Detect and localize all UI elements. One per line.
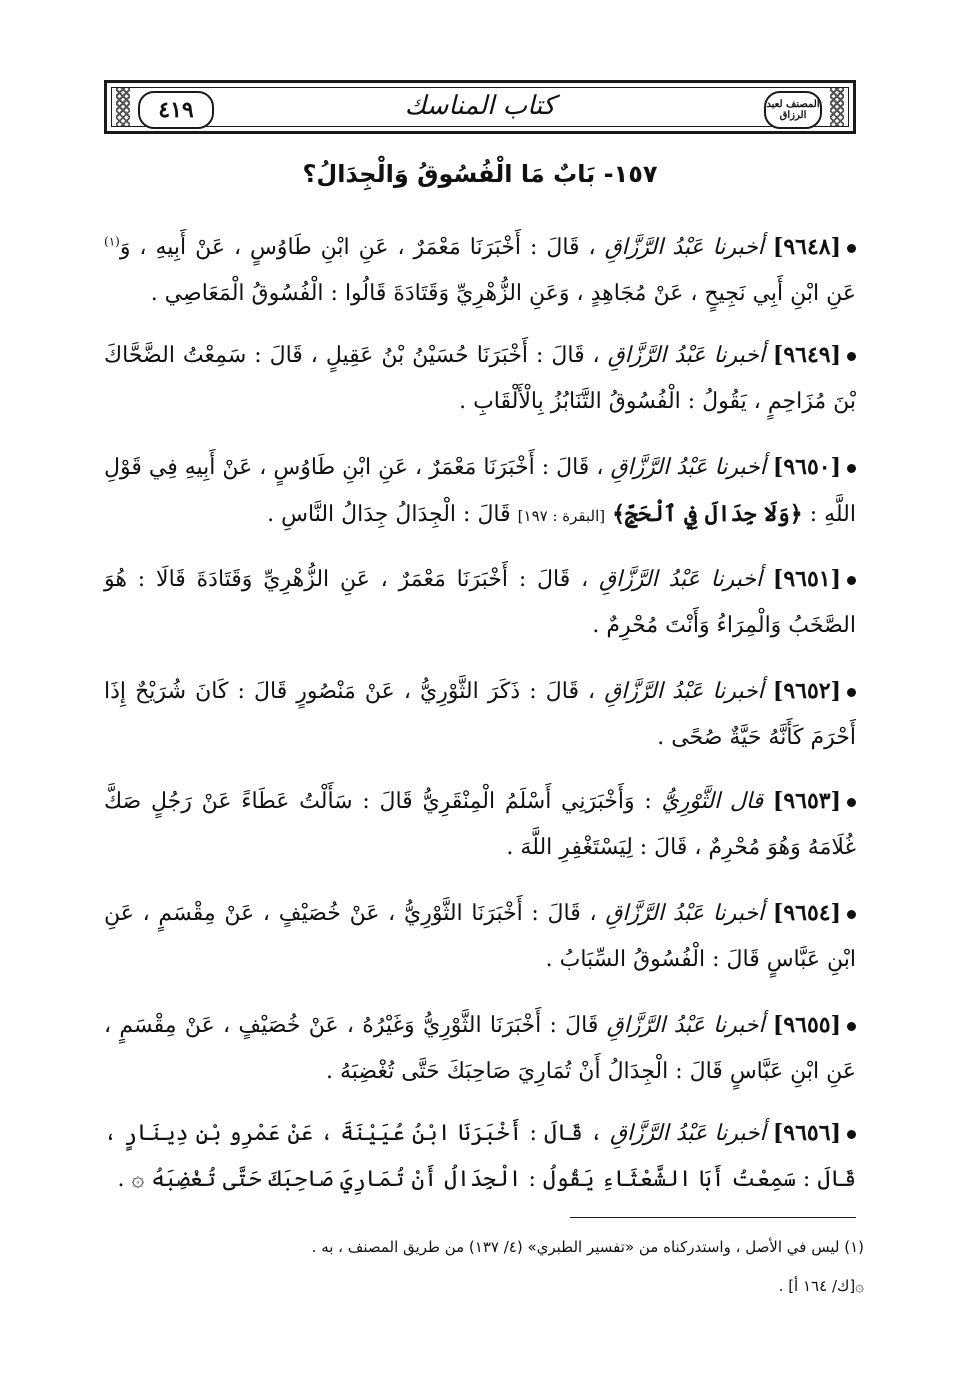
hadith-number: [٩٦٤٩] [772,342,842,368]
bullet-icon [847,352,856,361]
hadith-chain-start: أخبرنا عَبْدُ الرَّزَّاقِ [604,235,764,260]
bullet-icon [847,244,856,253]
hadith-text-continued: قَالَ : الْجِدَالُ جِدَالُ النَّاسِ . [267,502,511,527]
quran-quote: ﴿وَلَا جِدَالَ فِي ٱلْحَجِّ﴾ [612,501,803,527]
bullet-icon [847,910,856,919]
bullet-icon [847,688,856,697]
hadith-chain-start: أخبرنا عَبْدُ الرَّزَّاقِ [610,455,766,480]
hadith-entry-9653 [104,778,856,871]
hadith-number: [٩٦٥٦] [772,1120,841,1146]
hadith-chain-start: أخبرنا عَبْدُ الرَّزَّاقِ [604,679,764,704]
hadith-entry-9650 [104,444,856,539]
hadith-text: ، قَالَ : أَخْبَرَنَا الثَّوْرِيُّ ، عَنْ خُصَيْفٍ ، عَنْ مِقْسَمٍ ، عَنِ ابْنِ عَبَّاسٍ قَالَ : الْفُسُوقُ السِّبَابُ . [104,901,856,972]
hadith-chain-start: أخبرنا عَبْدُ الرَّزَّاقِ [599,567,763,592]
hadith-chain-start: أخبرنا عَبْدُ الرَّزَّاقِ [605,901,765,926]
hadith-chain-start: قال الثَّوْرِيُّ [661,789,764,814]
hadith-entry-9651 [104,556,856,649]
hadith-entry-9648 [104,224,856,317]
hadith-number: [٩٦٤٨] [772,234,841,260]
hadith-entry-9652 [104,668,856,761]
bullet-icon [847,1130,856,1139]
hadith-number: [٩٦٥٥] [772,1012,842,1038]
hadith-number: [٩٦٥٠] [772,454,842,480]
book-logo [764,91,822,129]
hadith-text: ، قَالَ : أَخْبَرَنَا حُسَيْنُ بْنُ عَقِيلٍ ، قَالَ : سَمِعْتُ الضَّحَّاكَ بْنَ مُزَاحِمٍ ، يَقُولُ : الْفُسُوقُ التَّنَابُزُ بِالْأَلْقَابِ . [104,343,856,414]
book-logo-text: المصنف لعبد الرزاق [766,99,820,121]
page-header [104,80,856,134]
footnote-divider [570,1217,856,1218]
hadith-text: ، قَالَ : أَخْبَرَنَا مَعْمَرٌ ، عَنِ ابْنِ طَاوُسٍ ، عَنْ أَبِيهِ ، وَ [119,235,596,260]
hadith-chain-start: أخبرنا عَبْدُ الرَّزَّاقِ [609,1121,766,1146]
hadith-entry-9654 [104,890,856,983]
hadith-text: ، قَالَ : أَخْبَرَنَا ابْنُ عُيَيْنَةَ ، عَنْ عَمْرِو بْنِ دِينَارٍ ، قَالَ : سَمِعْتُ أَبَا الشَّعْثَاءِ يَقُولُ : الْجِدَالُ أَنْ تُمَارِيَ صَاحِبَكَ حَتَّى تُغْضِبَهُ [104,1121,856,1192]
hadith-chain-start: أخبرنا عَبْدُ الرَّزَّاقِ [606,1013,765,1038]
hadith-entry-9655 [104,1002,856,1095]
bullet-icon [847,1022,856,1031]
bullet-icon [847,464,856,473]
bullet-icon [847,798,856,807]
page-number: ٤١٩ [158,97,194,123]
quran-reference: [البقرة : ١٩٧] [517,507,606,525]
hadith-number: [٩٦٥١] [772,566,841,592]
footnote-marker: (١) [104,234,120,249]
hadith-chain-start: أخبرنا عَبْدُ الرَّزَّاقِ [607,343,765,368]
hadith-text: ، قَالَ : أَخْبَرَنَا مَعْمَرٌ ، عَنِ الزُّهْرِيِّ وَقَتَادَةَ قَالَا : هُوَ الصَّخَبُ وَالْمِرَاءُ وَأَنْتَ مُحْرِمٌ . [104,567,856,638]
hadith-entry-9649 [104,332,856,425]
footnote-1: (١) ليس في الأصل ، واستدركناه من «تفسير الطبري» (٤/ ١٣٧) من طريق المصنف ، به . [311,1238,864,1256]
hadith-text: ، قَالَ : أَخْبَرَنَا مَعْمَرٌ ، عَنِ ابْنِ طَاوُسٍ ، عَنْ أَبِيهِ فِي قَوْلِ اللَّهِ : [104,455,856,527]
hadith-number: [٩٦٥٤] [772,900,842,926]
chapter-heading: ١٥٧- بَابٌ مَا الْفُسُوقُ وَالْجِدَالُ؟ [302,160,658,188]
hadith-text: : وَأَخْبَرَنِي أَسْلَمُ الْمِنْقَرِيُّ قَالَ : سَأَلْتُ عَطَاءً عَنْ رَجُلٍ صَكَّ غُلَامَهُ وَهُوَ مُحْرِمٌ ، قَالَ : لِيَسْتَغْفِرِ اللَّهَ . [104,789,856,860]
footnote-manuscript-ref: ۞[ك/ ١٦٤ أ] . [778,1277,864,1295]
running-title: كتاب المناسك [404,91,556,121]
manuscript-mark-icon: ۞ [131,1167,145,1192]
hadith-entry-9656: [٩٦٥٦] أخبرنا عَبْدُ الرَّزَّاقِ ، قَالَ : أَخْبَرَنَا ابْنُ عُيَيْنَةَ ، عَنْ عَمْرِو بْنِ دِينَارٍ ، قَالَ : سَمِعْتُ أَبَا الشَّعْثَاءِ يَقُولُ : الْجِدَالُ أَنْ تُمَارِيَ صَاحِبَكَ حَتَّى تُغْضِبَهُ ۞ . [104,1120,856,1192]
header-frame [111,87,849,127]
hadith-text: ، قَالَ : ذَكَرَ الثَّوْرِيُّ ، عَنْ مَنْصُورٍ قَالَ : كَانَ شُرَيْحٌ إِذَا أَحْرَمَ كَأَنَّهُ حَيَّةٌ صُحًى . [104,679,856,750]
hadith-number: [٩٦٥٣] [772,788,841,814]
hadith-number: [٩٦٥٢] [772,678,841,704]
hadith-text-continued: عَنِ ابْنِ أَبِي نَجِيحٍ ، عَنْ مُجَاهِدٍ ، وَعَنِ الزُّهْرِيِّ وَقَتَادَةَ قَالُوا : الْفُسُوقُ الْمَعَاصِي . [150,281,856,306]
bullet-icon [847,576,856,585]
hadith-text: قَالَ : أَخْبَرَنَا الثَّوْرِيُّ وَغَيْرُهُ ، عَنْ خُصَيْفٍ ، عَنْ مِقْسَمٍ ، عَنِ ابْنِ عَبَّاسٍ قَالَ : الْجِدَالُ أَنْ تُمَارِيَ صَاحِبَكَ حَتَّى تُغْضِبَهُ . [104,1013,856,1084]
